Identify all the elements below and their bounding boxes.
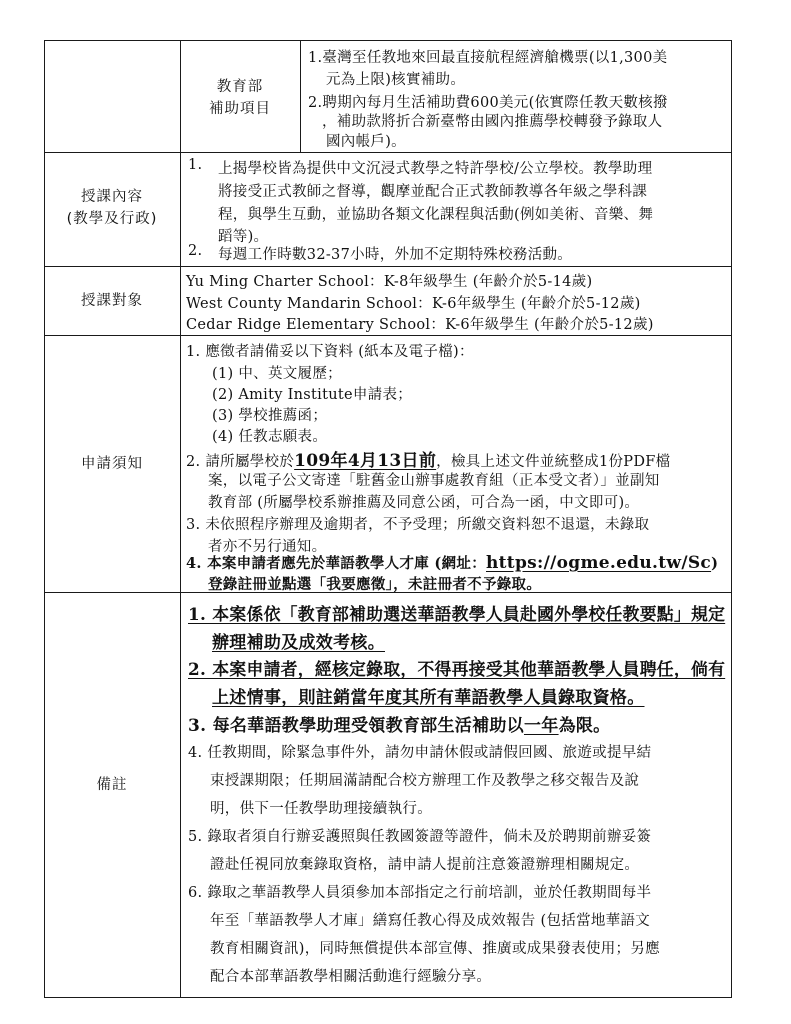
application-sub-2: (2) Amity Institute申請表； — [212, 387, 413, 403]
table-border-top — [44, 40, 732, 41]
remark-2-line-1: 2. 本案申請者，經核定錄取，不得再接受其他華語教學人員聘任，倘有 — [188, 659, 726, 679]
remark-6-line-1: 6. 錄取之華語教學人員須參加本部指定之行前培訓，並於任教期間每半 — [188, 885, 652, 901]
table-divider-3 — [44, 335, 732, 336]
teaching-label-line-2: (教學及行政) — [66, 211, 158, 227]
funding-label-line-2: 補助項目 — [209, 101, 271, 117]
teaching-item-1-line-3: 程，與學生互動，並協助各類文化課程與活動(例如美術、音樂、舞 — [218, 207, 654, 223]
remark-3 — [188, 711, 610, 736]
remark-3-period: 一年 — [523, 716, 559, 736]
teaching-item-2-number: 2. — [188, 243, 203, 259]
application-item-3-line-2: 者亦不另行通知。 — [208, 539, 327, 555]
teaching-item-1-line-4: 蹈等)。 — [218, 229, 269, 245]
application-item-4-suffix: ) — [711, 555, 719, 572]
application-item-2-line-1 — [186, 446, 670, 471]
table-divider-1 — [44, 152, 732, 153]
funding-item-1-line-1: 1.臺灣至任教地來回最直接航程經濟艙機票(以1,300美 — [308, 50, 668, 66]
application-item-4-line-1 — [186, 552, 718, 573]
table-border-bottom — [44, 997, 732, 998]
application-item-4-line-2: 登錄註冊並點選「我要應徵」，未註冊者不予錄取。 — [208, 576, 542, 593]
talent-database-url[interactable]: https://ogme.edu.tw/Sc — [486, 553, 712, 573]
application-sub-4: (4) 任教志願表。 — [212, 429, 328, 445]
remark-4-line-2: 束授課期限；任期屆滿請配合校方辦理工作及教學之移交報告及說 — [210, 773, 640, 789]
remark-5-line-2: 證赴任視同放棄錄取資格，請申請人提前注意簽證辦理相關規定。 — [210, 857, 640, 873]
remark-6-line-3: 教育相關資訊)，同時無償提供本部宣傳、推廣或成果發表使用；另應 — [210, 941, 660, 957]
application-label: 申請須知 — [81, 456, 143, 472]
funding-label-line-1: 教育部 — [216, 79, 264, 95]
remark-4-line-3: 明，供下一任教學助理接續執行。 — [210, 801, 432, 817]
students-line-2: West County Mandarin School：K-6年級學生 (年齡介於5-12歲) — [186, 296, 641, 312]
students-label: 授課對象 — [81, 293, 143, 309]
application-item-3-line-1: 3. 未依照程序辦理及逾期者，不予受理；所繳交資料恕不退還，未錄取 — [186, 517, 650, 533]
remark-3-suffix: 為限。 — [558, 716, 611, 736]
table-border-left — [44, 40, 45, 997]
teaching-item-1-line-1: 上揭學校皆為提供中文沉浸式教學之特許學校/公立學校。教學助理 — [218, 161, 653, 177]
remark-1-line-1: 1. 本案係依「教育部補助選送華語教學人員赴國外學校任教要點」規定 — [188, 604, 726, 624]
students-line-1: Yu Ming Charter School：K-8年級學生 (年齡介於5-14歲) — [186, 274, 593, 290]
teaching-item-1-line-2: 將接受正式教師之督導，觀摩並配合正式教師教導各年級之學科課 — [218, 184, 648, 200]
funding-item-2-line-1: 2.聘期內每月生活補助費600美元(依實際任教天數核撥 — [308, 95, 668, 111]
remark-1-line-2: 辦理補助及成效考核。 — [212, 633, 385, 653]
remark-5-line-1: 5. 錄取者須自行辦妥護照與任教國簽證等證件，倘未及於聘期前辦妥簽 — [188, 829, 652, 845]
application-sub-3: (3) 學校推薦函； — [212, 408, 328, 424]
application-item-2-line-2: 案，以電子公文寄達「駐舊金山辦事處教育組（正本受文者）」並副知 — [208, 473, 660, 489]
application-item-2-line-3: 教育部 (所屬學校系辦推薦及同意公函，可合為一函，中文即可)。 — [208, 495, 640, 511]
funding-item-2-line-2: ，補助款將折合新臺幣由國內推薦學校轉發予錄取人 — [322, 114, 663, 130]
label-column-divider — [180, 152, 181, 997]
funding-item-2-line-3: 國內帳戶)。 — [326, 134, 406, 150]
funding-label — [180, 76, 300, 120]
teaching-label-line-1: 授課內容 — [81, 189, 143, 205]
application-item-2-suffix: ，檢具上述文件並統整成1份PDF檔 — [436, 454, 671, 470]
remark-4-line-1: 4. 任教期間，除緊急事件外，請勿申請休假或請假回國、旅遊或提早結 — [188, 745, 652, 761]
remark-6-line-4: 配合本部華語教學相關活動進行經驗分享。 — [210, 969, 492, 985]
application-deadline: 109年4月13日前 — [294, 451, 437, 471]
teaching-item-2-line-1: 每週工作時數32-37小時，外加不定期特殊校務活動。 — [218, 247, 573, 263]
application-sub-1: (1) 中、英文履歷； — [212, 366, 342, 382]
students-line-3: Cedar Ridge Elementary School：K-6年級學生 (年齡介於5-12歲) — [186, 317, 654, 333]
table-border-right — [731, 40, 732, 997]
remarks-label: 備註 — [96, 777, 128, 793]
remark-3-prefix: 3. 每名華語教學助理受領教育部生活補助以 — [188, 716, 524, 736]
remark-2-line-2: 上述情事，則註銷當年度其所有華語教學人員錄取資格。 — [212, 688, 645, 708]
funding-item-1-line-2: 元為上限)核實補助。 — [326, 72, 466, 88]
funding-column-divider — [300, 40, 301, 152]
remark-6-line-2: 年至「華語教學人才庫」繕寫任教心得及成效報告 (包括當地華語文 — [210, 913, 651, 929]
teaching-item-1-number: 1. — [188, 157, 203, 173]
application-item-4-prefix: 4. 本案申請者應先於華語教學人才庫 (網址： — [186, 555, 486, 572]
application-item-2-prefix: 2. 請所屬學校於 — [186, 454, 295, 470]
teaching-label — [44, 186, 180, 230]
table-divider-2 — [44, 266, 732, 267]
application-item-1: 1. 應徵者請備妥以下資料 (紙本及電子檔)： — [186, 344, 474, 360]
